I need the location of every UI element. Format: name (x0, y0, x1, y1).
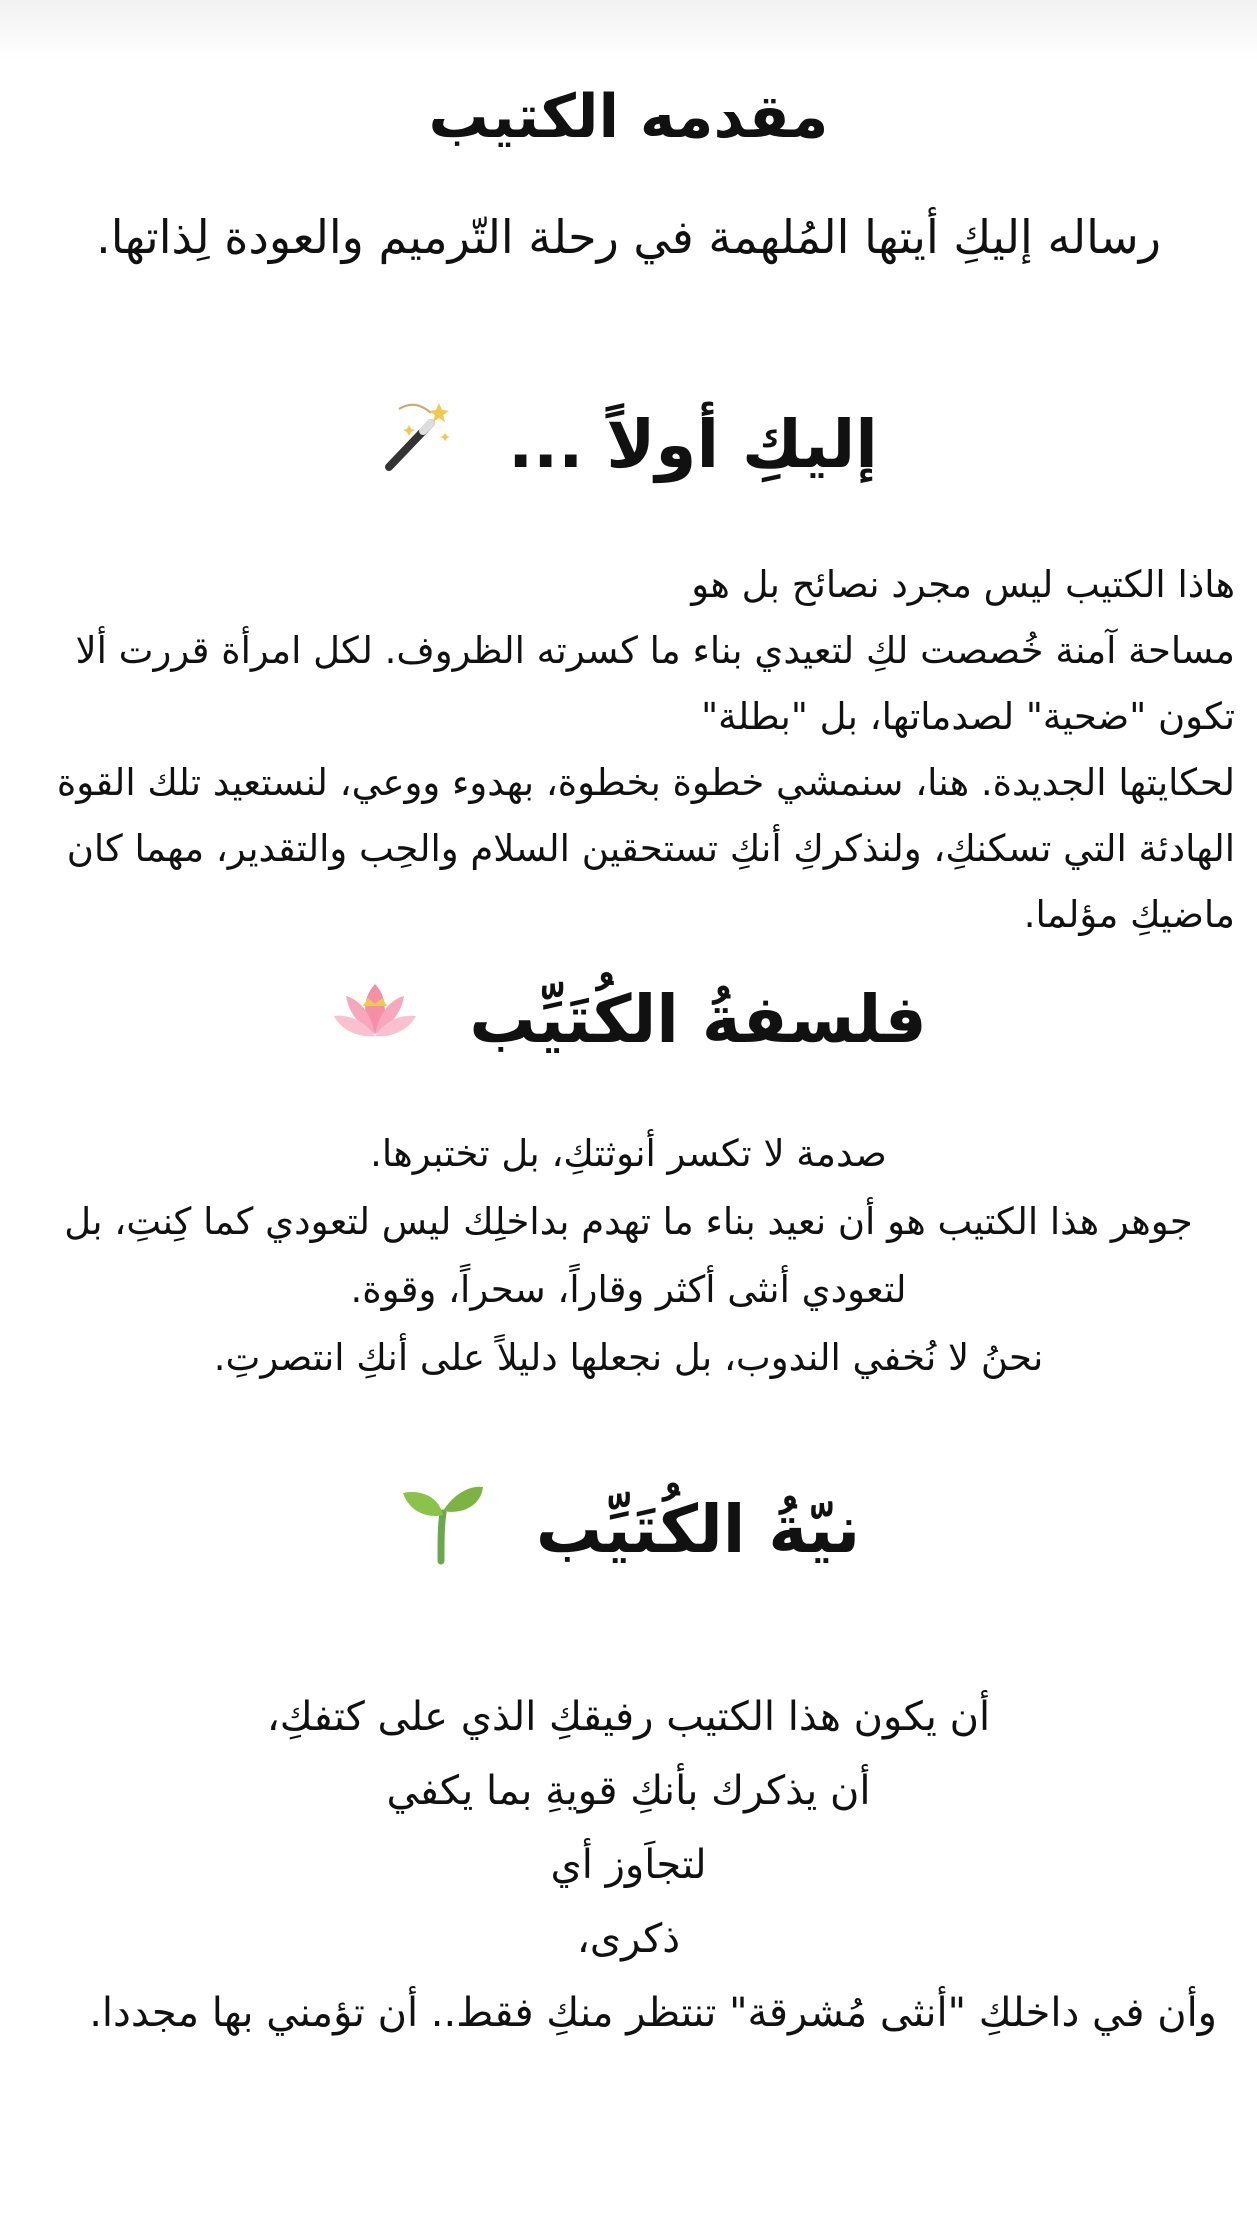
document-subtitle: رساله إليكِ أيتها المُلهمة في رحلة التّرميم والعودة لِذاتها. (96, 210, 1161, 264)
philosophy-paragraph (0, 1120, 1257, 1392)
lotus-icon (330, 974, 420, 1074)
section-heading-text: نيّةُ الكُتَيِّب (535, 1491, 861, 1569)
seedling-icon (397, 1475, 487, 1593)
paragraph-line: مساحة آمنة خُصصت لكِ لتعيدي بناء ما كسرته الظروف. لكل امرأة قررت ألا (75, 629, 1235, 672)
document-title: مقدمه الكتيب (428, 82, 829, 152)
section-heading-intention (0, 1475, 1257, 1593)
paragraph-line: لتجاَوز أي (550, 1842, 707, 1888)
paragraph-line: ذكرى، (576, 1916, 681, 1962)
paragraph-line: هاذا الكتيب ليس مجرد نصائح بل هو (691, 563, 1235, 606)
top-fade (0, 0, 1257, 60)
section-heading-text: إليكِ أولاً ... (508, 406, 878, 484)
paragraph-line: ماضيكِ مؤلما. (1023, 893, 1235, 936)
paragraph-line: جوهر هذا الكتيب هو أن نعيد بناء ما تهدم بداخلِك ليس لتعودي كما كِنتِ، بل (64, 1200, 1193, 1243)
intention-paragraph (40, 1680, 1217, 2050)
paragraph-line: أن يذكرك بأنكِ قويةِ بما يكفي (386, 1768, 871, 1814)
section-heading-intro (0, 395, 1257, 503)
paragraph-line: صدمة لا تكسر أنوثتكِ، بل تختبرها. (370, 1132, 887, 1175)
paragraph-line: وأن في داخلكِ "أنثى مُشرقة" تنتظر منكِ فقط.. أن تؤمني بها مجددا. (89, 1990, 1217, 2036)
paragraph-line: تكون "ضحية" لصدماتها، بل "بطلة" (701, 695, 1235, 738)
magic-wand-icon (379, 395, 459, 503)
paragraph-line: نحنُ لا نُخفي الندوب، بل نجعلها دليلاً على أنكِ انتصرتِ. (213, 1336, 1044, 1379)
paragraph-line: أن يكون هذا الكتيب رفيقكِ الذي على كتفكِ، (266, 1694, 991, 1740)
section-heading-text: فلسفةُ الكُتَيِّب (469, 981, 927, 1058)
intro-paragraph (22, 552, 1235, 948)
paragraph-line: لتعودي أنثى أكثر وقاراً، سحراً، وقوة. (350, 1268, 907, 1311)
paragraph-line: الهادئة التي تسكنكِ، ولنذكركِ أنكِ تستحقين السلام والحِب والتقدير، مهما كان (66, 827, 1235, 870)
section-heading-philosophy (0, 970, 1257, 1074)
paragraph-line: لحكايتها الجديدة. هنا، سنمشي خطوة بخطوة، بهدوء ووعي، لنستعيد تلك القوة (56, 761, 1235, 804)
